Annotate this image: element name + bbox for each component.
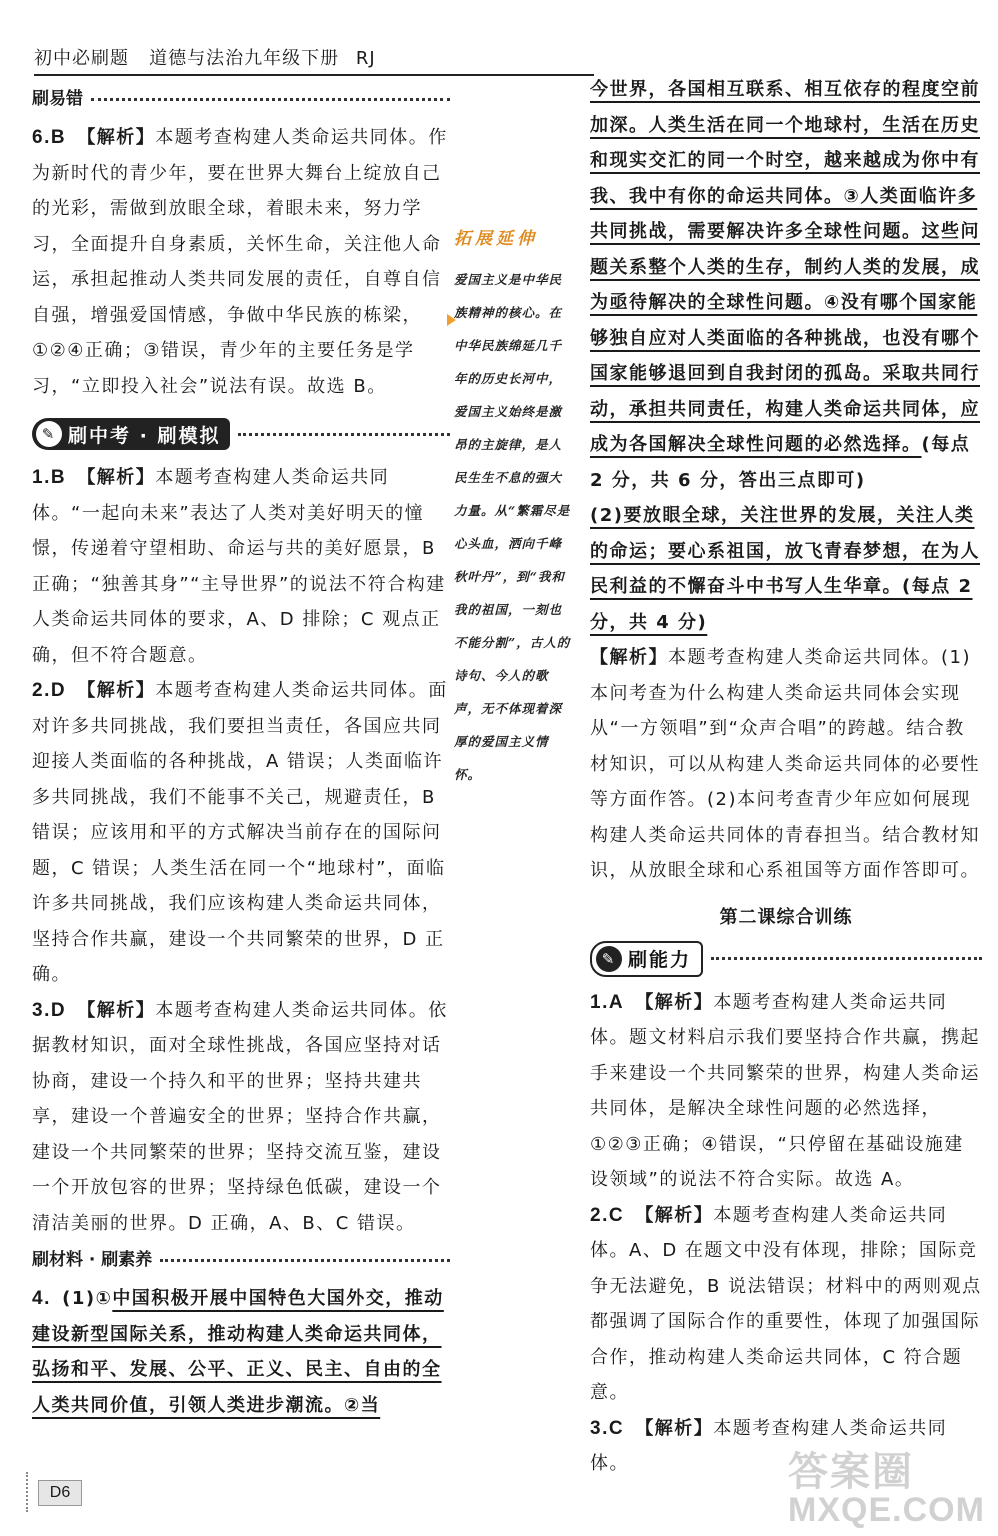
q4-part1-text: 中国积极开展中国特色大国外交，推动建设新型国际关系，推动构建人类命运共同体，弘扬和平、发展、公平、正义、民主、自由的全人类共同价值，引领人类进步潮流。②当 (32, 1288, 444, 1416)
answer-q4-analysis (590, 640, 982, 889)
r2-tag: 【解析】 (635, 1204, 714, 1226)
right-column (590, 72, 982, 1482)
section-zhongkao-label: 刷中考 · 刷模拟 (68, 424, 221, 447)
section-zhongkao-badge (32, 418, 230, 450)
series-title: 初中必刷题 (34, 48, 129, 69)
answer-q3 (32, 993, 450, 1242)
answer-q4-part2 (590, 498, 982, 640)
r1-tag: 【解析】 (635, 991, 714, 1013)
q4-part2-text: (2)要放眼全球，关注世界的发展，关注人类的命运；要心系祖国，放飞青春梦想，在为人民利益的不懈奋斗中书写人生华章。(每点 2 分，共 4 分) (590, 505, 980, 633)
left-column (32, 80, 450, 1423)
dotted-leader (91, 98, 450, 101)
side-note-text: 爱国主义是中华民族精神的核心。在中华民族绵延几千年的历史长河中，爱国主义始终是激昂的主旋律，是人民生生不息的强大力量。从“繁霜尽是心头血，洒向千峰秋叶丹”，到“我和我的祖国，一刻也不能分割”，古人的诗句、今人的歌声，无不体现着深厚的爱国主义情怀。 (454, 272, 571, 782)
q3-tag: 【解析】 (77, 999, 156, 1021)
page-number: D6 (38, 1480, 82, 1506)
section-nengli-badge (590, 941, 703, 977)
section-shuayicuo (32, 84, 450, 114)
section-nengli-label: 刷能力 (628, 949, 692, 971)
q1-tag: 【解析】 (77, 467, 156, 488)
r3-tag: 【解析】 (635, 1417, 714, 1439)
section-cailiao-label: 刷材料 · 刷素养 (32, 1250, 153, 1270)
watermark-bottom: MXQE.COM (788, 1491, 985, 1529)
answer-q4-continued (590, 72, 982, 498)
r3-number: 3.C (590, 1417, 625, 1439)
r1-text: 本题考查构建人类命运共同体。题文材料启示我们要坚持合作共赢，携起手来建设一个共同繁荣的世界，构建人类命运共同体，是解决全球性问题的必然选择，①②③正确；④错误，“只停留在基础设施建设领域”的说法不符合实际。故选 A。 (590, 991, 980, 1190)
page-number-dots (26, 1472, 30, 1512)
q6-tag: 【解析】 (77, 127, 156, 148)
section-zhongkao (32, 414, 450, 454)
r2-text: 本题考查构建人类命运共同体。A、D 在题文中没有体现，排除；国际竞争无法避免，B 说法错误；材料中的两则观点都强调了国际合作的重要性，体现了加强国际合作，推动构建人类命运共同体，C 符合题意。 (590, 1204, 982, 1403)
brush-icon: ✎ (36, 421, 62, 447)
section-nengli (590, 939, 982, 979)
q1-text: 本题考查构建人类命运共同体。“一起向未来”表达了人类对美好明天的憧憬，传递着守望相助、命运与共的美好愿景，B 正确；“独善其身”“主导世界”的说法不符合构建人类命运共同体的要求，A、D 排除；C 观点正确，但不符合题意。 (32, 467, 446, 666)
dotted-leader (238, 433, 450, 436)
r3-text: 本题考查构建人类命运共同体。 (590, 1417, 948, 1474)
q6-number: 6.B (32, 127, 67, 148)
answer-q2 (32, 673, 450, 993)
answer-q4-part1 (32, 1281, 450, 1423)
watermark (788, 1440, 988, 1530)
side-note-title: 拓展延伸 (454, 229, 538, 249)
q3-text: 本题考查构建人类命运共同体。依据教材知识，面对全球性挑战，各国应坚持对话协商，建设一个持久和平的世界；坚持共建共享，建设一个普遍安全的世界；坚持合作共赢，建设一个共同繁荣的世界；坚持交流互鉴，建设一个开放包容的世界；坚持绿色低碳，建设一个清洁美丽的世界。D 正确，A、B、C 错误。 (32, 999, 448, 1234)
watermark-top: 答案圈 (788, 1450, 914, 1494)
q2-number: 2.D (32, 680, 67, 701)
q4-analysis-tag: 【解析】 (590, 647, 668, 668)
answer-r2 (590, 1198, 982, 1411)
answer-q1 (32, 460, 450, 673)
q4-number: 4. (32, 1288, 51, 1309)
header-divider (34, 74, 594, 76)
subject-title: 道德与法治九年级下册 (149, 48, 340, 69)
r2-number: 2.C (590, 1204, 625, 1226)
lesson-title: 第二课综合训练 (719, 906, 853, 928)
q1-number: 1.B (32, 467, 67, 488)
answer-r1 (590, 985, 982, 1198)
edition-label: RJ (355, 48, 376, 69)
q2-text: 本题考查构建人类命运共同体。面对许多共同挑战，我们要担当责任，各国应共同迎接人类面临的各种挑战，A 错误；人类面临许多共同挑战，我们不能事不关己，规避责任，B 错误；应该用和平的方式解决当前存在的国际问题，C 错误；人类生活在同一个“地球村”，面临许多共同挑战，我们应该构建人类命运共同体，坚持合作共赢，建设一个共同繁荣的世界，D 正确。 (32, 680, 448, 985)
side-note (454, 224, 572, 791)
section-cailiao (32, 1245, 450, 1275)
dotted-leader (160, 1259, 450, 1262)
brush-icon: ✎ (596, 946, 622, 972)
q3-number: 3.D (32, 999, 67, 1021)
answer-q6 (32, 120, 450, 404)
r1-number: 1.A (590, 991, 625, 1013)
q4-part1-prefix: (1)① (62, 1288, 113, 1309)
q4-score-note: (每点 2 分，共 6 分，答出三点即可) (590, 434, 971, 491)
q4-continued-text: 今世界，各国相互联系、相互依存的程度空前加深。人类生活在同一个地球村，生活在历史和现实交汇的同一个时空，越来越成为你中有我、我中有你的命运共同体。③人类面临许多共同挑战，需要解决许多全球性问题。这些问题关系整个人类的生存，制约人类的发展，成为亟待解决的全球性问题。④没有哪个国家能够独自应对人类面临的各种挑战，也没有哪个国家能够退回到自我封闭的孤岛。采取共同行动，承担共同责任，构建人类命运共同体，应成为各国解决全球性问题的必然选择。 (590, 79, 980, 455)
q6-text: 本题考查构建人类命运共同体。作为新时代的青少年，要在世界大舞台上绽放自己的光彩，需做到放眼全球，着眼未来，努力学习，全面提升自身素质，关怀生命，关注他人命运，承担起推动人类共同发展的责任，自尊自信自强，增强爱国情感，争做中华民族的栋梁，①②④正确；③错误，青少年的主要任务是学习，“立即投入社会”说法有误。故选 B。 (32, 127, 448, 397)
page-header (34, 44, 594, 74)
dotted-leader (711, 957, 982, 960)
section-shuayicuo-label: 刷易错 (32, 89, 83, 109)
q2-tag: 【解析】 (77, 680, 156, 701)
q4-analysis-text: 本题考查构建人类命运共同体。(1)本问考查为什么构建人类命运共同体会实现从“一方领唱”到“众声合唱”的跨越。结合教材知识，可以从构建人类命运共同体的必要性等方面作答。(2)本问考查青少年应如何展现构建人类命运共同体的青春担当。结合教材知识，从放眼全球和心系祖国等方面作答即可。 (590, 647, 980, 881)
